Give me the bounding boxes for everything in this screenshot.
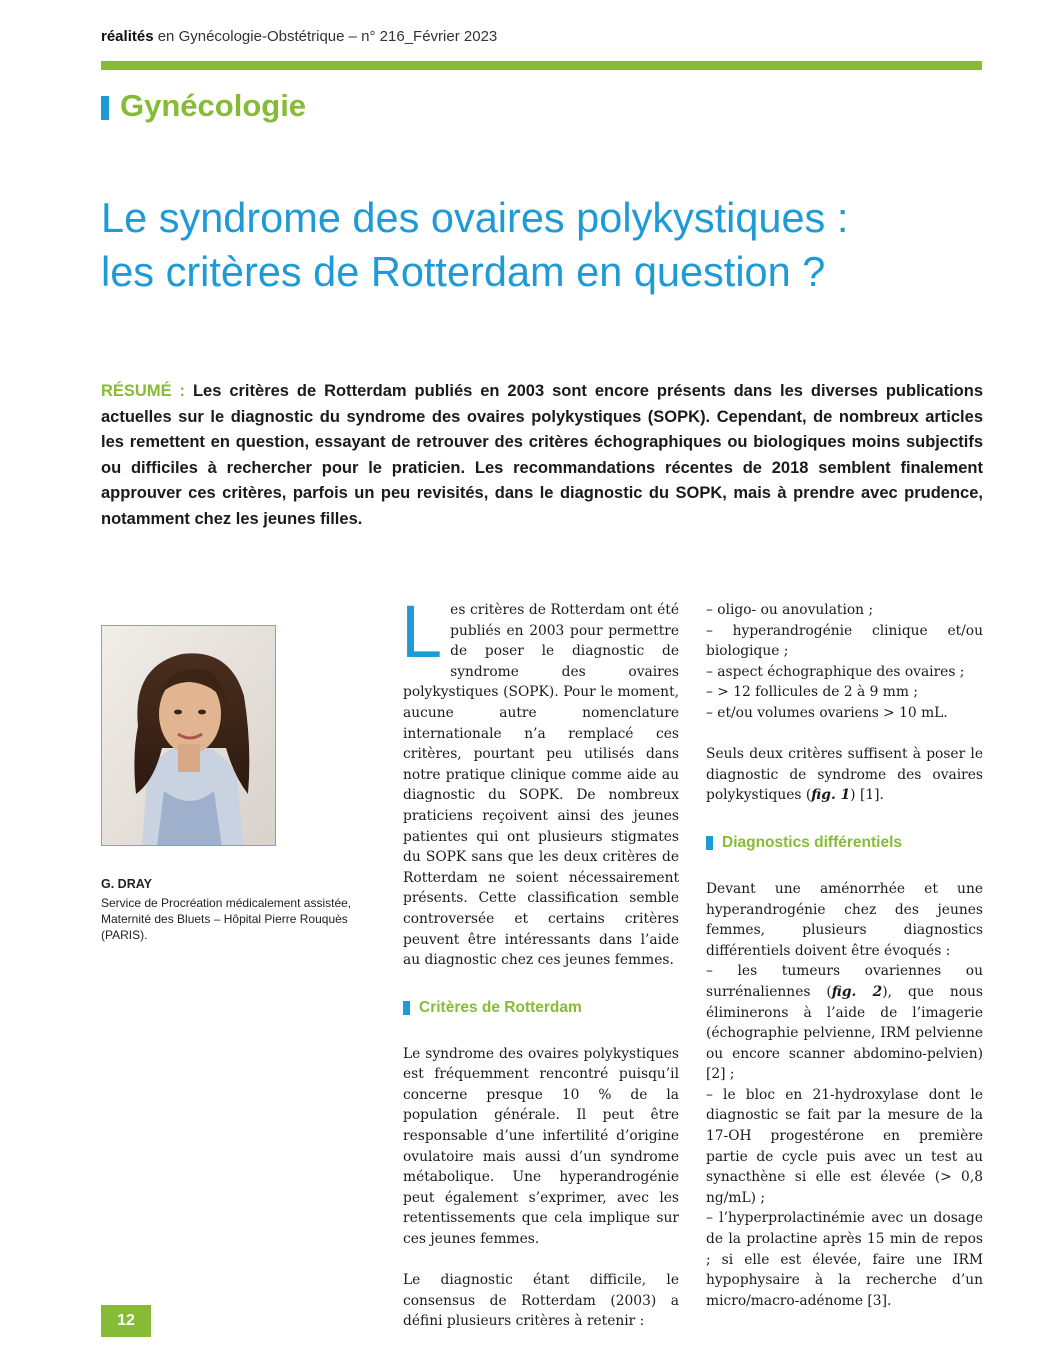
- paragraph-consensus: Le diagnostic étant difficile, le consensus de Rotterdam (2003) a défini plusieurs critères à retenir :: [403, 1272, 679, 1330]
- criteria-item: – aspect échographique des ovaires ;: [706, 663, 965, 680]
- subheading-text: Diagnostics différentiels: [722, 833, 903, 851]
- intro-paragraph: [401, 590, 679, 971]
- section-marker: [101, 96, 109, 120]
- text-segment: ) [1].: [850, 787, 884, 804]
- criteria-list: [706, 600, 983, 724]
- drop-cap: L: [401, 590, 443, 673]
- subheading-rotterdam: [403, 997, 679, 1019]
- criteria-item: – oligo- ou anovulation ;: [706, 602, 874, 618]
- subheading-text: Critères de Rotterdam: [419, 998, 582, 1016]
- abstract: [101, 379, 983, 533]
- journal-issue: en Gynécologie-Obstétrique – n° 216_Février 2023: [153, 28, 498, 45]
- article-title: [101, 191, 1001, 299]
- author-name: G. DRAY: [101, 877, 152, 891]
- author-photo: [101, 625, 276, 846]
- differential-item-tumors: [706, 961, 983, 1085]
- criteria-item: – > 12 follicules de 2 à 9 mm ;: [706, 684, 918, 701]
- differential-item-21-hydroxylase: – le bloc en 21-hydroxylase dont le diagnostic se fait par la mesure de la 17-OH progestérone en première partie de cycle puis avec un test au synacthène si elle est élevée (> 0,8 ng/mL) ;: [706, 1086, 983, 1206]
- author-block: [101, 876, 371, 943]
- text-segment: ), que nous éliminerons à l’aide de l’imagerie (échographie pelvienne, IRM pelvienne ou encore scanner abdomino-pelvien) [2] ;: [706, 983, 983, 1083]
- subheading-marker: [403, 1001, 410, 1015]
- intro-text: es critères de Rotterdam ont été publiés en 2003 pour permettre de poser le diagnostic de syndrome des ovaires polykystiques (SOPK). Pour le moment, aucune autre nomenclature internationale n’a remplacé ces critères, pourtant peu utilisés dans notre pratique clinique comme aide au diagnostic du SOPK. De nombreux praticiens reçoivent ainsi des jeunes patientes qui ont plusieurs stigmates du SOPK sans que les deux critères de Rotterdam ne soient nécessairement présents. Cette classification semble controversée et certains critères peuvent être intéressants dans l’aide au diagnostic chez ces jeunes femmes.: [403, 602, 679, 969]
- column-right: [706, 600, 983, 1311]
- figure-reference: fig. 1: [811, 787, 851, 804]
- paragraph-prevalence: Le syndrome des ovaires polykystiques est fréquemment rencontré puisqu’il concerne presque 10 % de la population générale. Il peut être responsable d’une infertilité d’origine ovulatoire mais aussi d’un syndrome métabolique. Une hyperandrogénie peut également s’exprimer, avec les retentissements que cela implique sur ces jeunes femmes.: [403, 1045, 679, 1248]
- subheading-marker: [706, 836, 713, 850]
- subheading-differential: [706, 832, 983, 854]
- page-number: 12: [101, 1305, 151, 1337]
- abstract-label: RÉSUMÉ :: [101, 382, 186, 400]
- text-segment: Seuls deux critères suffisent à poser le diagnostic de syndrome des ovaires polykystiques (: [706, 746, 983, 804]
- figure-reference: fig. 2: [831, 983, 883, 1000]
- author-portrait-image: [102, 626, 276, 846]
- header-rule: [101, 61, 982, 70]
- column-left: [401, 590, 679, 1332]
- journal-header: [101, 28, 497, 45]
- paragraph-two-criteria: [706, 744, 983, 806]
- criteria-item: – et/ou volumes ovariens > 10 mL.: [706, 704, 948, 721]
- abstract-text: Les critères de Rotterdam publiés en 2003 sont encore présents dans les diverses publications actuelles sur le diagnostic du syndrome des ovaires polykystiques (SOPK). Cependant, de nombreux articles les remettent en question, essayant de retrouver des critères échographiques ou biologiques moins subjectifs ou difficiles à rechercher pour le praticien. Les recommandations récentes de 2018 semblent finalement approuver ces critères, parfois un peu revisités, dans le diagnostic du SOPK, mais à prendre avec prudence, notamment chez les jeunes filles.: [101, 382, 983, 528]
- journal-brand: réalités: [101, 28, 154, 45]
- section-title: Gynécologie: [120, 88, 307, 123]
- text-segment: – les tumeurs ovariennes ou surrénaliennes (: [706, 963, 983, 1000]
- article-title-line-2: les critères de Rotterdam en question ?: [101, 248, 826, 295]
- paragraph-differential-intro: Devant une aménorrhée et une hyperandrogénie chez des jeunes femmes, plusieurs diagnostics différentiels doivent être évoqués :: [706, 880, 983, 959]
- author-affiliation: Service de Procréation médicalement assistée, Maternité des Bluets – Hôpital Pierre Rouquès (PARIS).: [101, 896, 352, 942]
- criteria-item: – hyperandrogénie clinique et/ou biologique ;: [706, 622, 983, 660]
- differential-item-hyperprolactinemia: – l’hyperprolactinémie avec un dosage de la prolactine après 15 min de repos ; si elle est élevée, faire une IRM hypophysaire à la recherche d’un micro/macro-adénome [3].: [706, 1210, 983, 1309]
- article-title-line-1: Le syndrome des ovaires polykystiques :: [101, 194, 849, 241]
